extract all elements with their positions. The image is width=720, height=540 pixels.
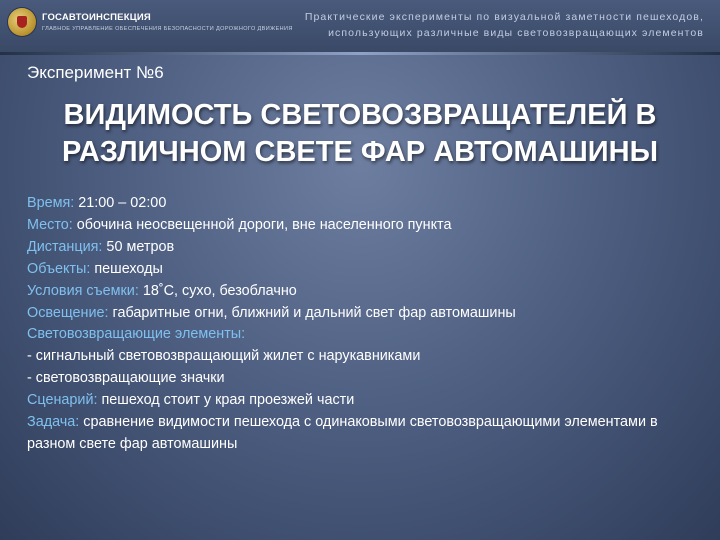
header-divider <box>0 52 720 55</box>
place-label: Место: <box>27 216 73 233</box>
header-description-line-1: Практические эксперименты по визуальной заметности пешеходов, <box>304 11 704 23</box>
lighting-value: габаритные огни, ближний и дальний свет фар автомашины <box>108 304 516 321</box>
scenario-label: Сценарий: <box>27 392 98 409</box>
elements-label: Световозвращающие элементы: <box>27 326 246 343</box>
time-label: Время: <box>27 195 75 211</box>
detail-time <box>27 193 707 215</box>
org-subtitle: ГЛАВНОЕ УПРАВЛЕНИЕ ОБЕСПЕЧЕНИЯ БЕЗОПАСНОСТИ ДОРОЖНОГО ДВИЖЕНИЯ <box>42 26 293 32</box>
emblem-icon <box>8 8 36 36</box>
detail-lighting <box>27 303 707 325</box>
task-value: сравнение видимости пешехода с одинаковыми световозвращающими элементами в разном свете фар автомашины <box>27 414 658 452</box>
top-header-bar <box>0 0 720 52</box>
detail-conditions <box>27 281 707 303</box>
elements-list-item: - сигнальный световозвращающий жилет с нарукавниками <box>27 348 421 365</box>
detail-place <box>27 215 707 237</box>
conditions-label: Условия съемки: <box>27 282 139 299</box>
header-description <box>234 9 704 41</box>
detail-task <box>27 412 707 456</box>
conditions-value: 18˚С, сухо, безоблачно <box>138 282 297 299</box>
objects-value: пешеходы <box>90 260 163 277</box>
detail-elements <box>27 324 707 346</box>
header-description-line-2: использующих различные виды световозвращающих элементов <box>328 27 704 39</box>
detail-objects <box>27 259 707 281</box>
experiment-number: Эксперимент №6 <box>27 63 164 82</box>
page-title-line-1: ВИДИМОСТЬ СВЕТОВОЗВРАЩАТЕЛЕЙ В <box>63 99 657 131</box>
time-value: 21:00 – 02:00 <box>74 195 167 211</box>
detail-scenario <box>27 390 707 412</box>
objects-label: Объекты: <box>27 260 91 277</box>
scenario-value: пешеход стоит у края проезжей части <box>97 392 355 409</box>
lighting-label: Освещение: <box>27 304 109 321</box>
experiment-details <box>27 193 707 456</box>
org-name: ГОСАВТОИНСПЕКЦИЯ <box>42 12 151 23</box>
page-title-line-2: РАЗЛИЧНОМ СВЕТЕ ФАР АВТОМАШИНЫ <box>62 136 658 168</box>
task-label: Задача: <box>27 414 80 431</box>
page-title <box>20 97 700 171</box>
place-value: обочина неосвещенной дороги, вне населенного пункта <box>72 216 452 233</box>
distance-label: Дистанция: <box>27 238 103 255</box>
detail-distance <box>27 237 707 259</box>
distance-value: 50 метров <box>102 238 175 255</box>
elements-list-item: - световозвращающие значки <box>27 370 225 387</box>
